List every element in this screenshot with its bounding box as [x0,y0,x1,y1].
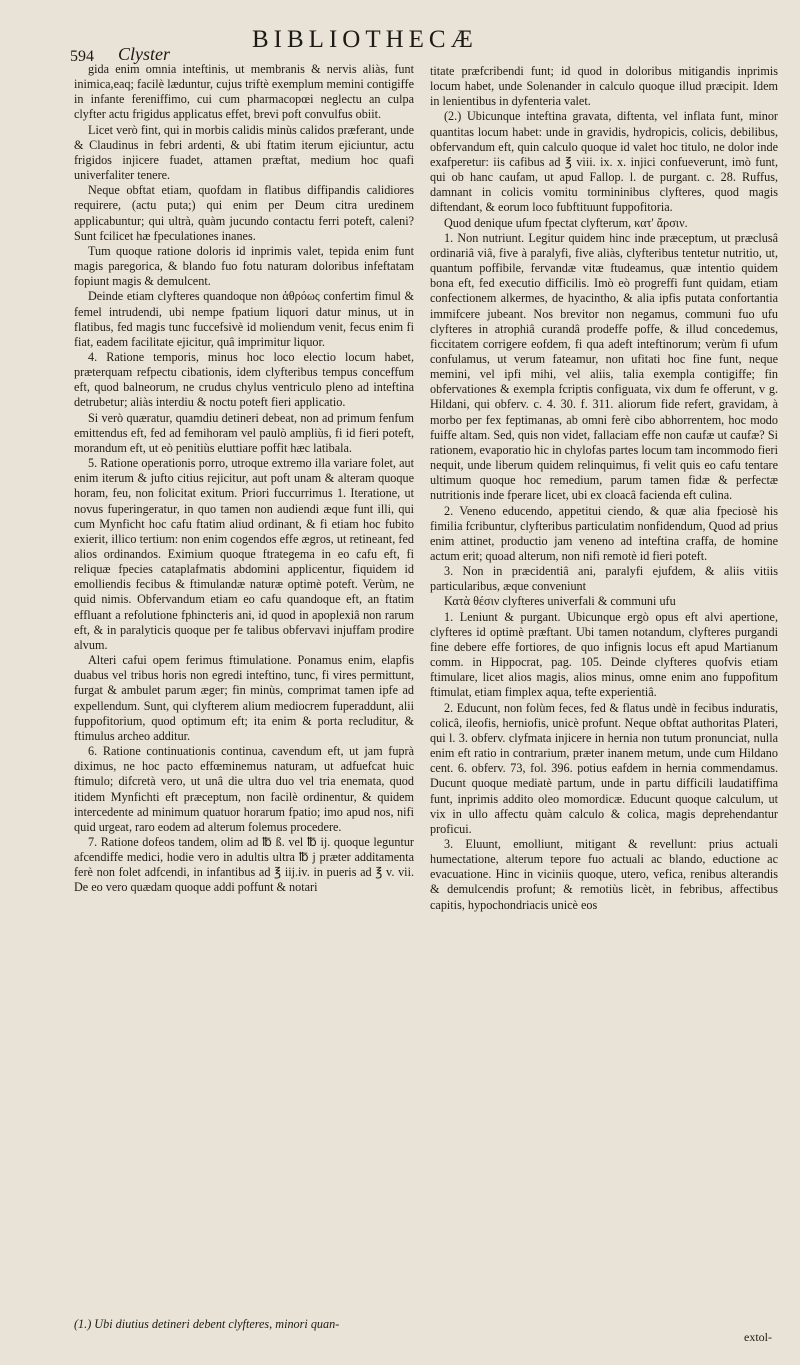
page-number: 594 [70,48,94,65]
paragraph: 1. Non nutriunt. Legitur quidem hinc inde præceptum, ut præclusâ ordinariâ viâ, five à paralyfi, five aliàs, clyfteribus tentetur nutritio, ut, quantum poffibile, fervandæ vitæ ftudeamus, quæ intentio quidem bona eft, fed executio difficilis. Imò eò progreffi funt quidam, etiam confectionem alkermes, de hyacintho, & alia ipfis putata confortantia immifcere jubeant. Nos brevitor non negamus, communi fuo ufu clyfteres in atrophiâ curandâ prodeffe poffe, & illud concedemus, ficcitatem corrigere eofdem, fi qua adeft inteftinorum; verùm fi ufum confulamus, ut verum fateamur, non ufitati hoc fine funt, neque memini, vel ipfi mihi, vel aliis, talia exempla contigiffe; fin obfervationes & exempla fcriptis configuata, vix dum fe offerunt, v g. Hildani, qui obferv. c. 4. 30. f. 311. aliorum fide refert, gravidam, à morbo per fex feptimanas, ab omni ferè cibo abhorrentem, hoc modo fuiffe altam. Sed, quis non videt, fallaciam effe non caufæ ut caufæ? Si rationem, evaporatio hic in chylofas partes locum tam incommodo fieri nequit, unde liberum quidem relinquimus, fi velit quis eo cafu tentare ultimum quoque hoc remedium, parum tamen fidæ & perfectæ nutritionis inde fperare licet, ubi ex cloacâ facienda eft culina. [430,230,778,503]
catchword: extol- [744,1330,772,1344]
paragraph: 4. Ratione temporis, minus hoc loco electio locum habet, præterquam refpectu cibationis, idem clyfteribus tempus conceffum eft, quod balneorum, ne crudus chylus ventriculo pleno ad inteftina detrubetur; aliàs interdiu & noctu poteft fieri applicatio. [74,349,414,410]
paragraph: Alteri cafui opem ferimus ftimulatione. Ponamus enim, elapfis duabus vel tribus horis non egredi inteftino, tunc, fi vires permittunt, furgat & ambulet parum æger; fin minùs, comprimat tamen ipfe ad expellendum. Sunt, qui clyfterem alium mediocrem fuperaddunt, alii fuppofitorium, quod optimum eft; ita enim & porta recluditur, & ftimulus archeo additur. [74,653,414,743]
paragraph: (2.) Ubicunque inteftina gravata, diftenta, vel inflata funt, minor quantitas locum habet: unde in gravidis, hydropicis, colicis, debilibus, obfervandum eft, quin calculo quoque id valet hoc titulo, ne dolor inde exafperetur: iis cafibus ad ℥ viii. ix. x. injici confueverunt, imò funt, qui ob hanc caufam, ut apud Fallop. l. de purgant. c. 28. Ruffus, damnant in colicis vomitu tormininibus clyfteres, quod magis diftendant, & eorum loco fubftituunt fuppofitoria. [430,109,778,215]
running-head [0,0,800,70]
paragraph: Tum quoque ratione doloris id inprimis valet, tepida enim funt magis paregorica, & blando fuo fotu naturam doloribus infeftatam fopiunt magis & demulcent. [74,243,414,289]
running-head-title: BIBLIOTHECÆ [252,26,478,53]
paragraph: gida enim omnia inteftinis, ut membranis & nervis aliàs, funt inimica,eaq; facilè læduntur, cujus triftè exemplum memini contigiffe in infante fereniffimo, cui cum pharmacopœi neglectu an culpa clyfter actu frigidus applicatus effet, brevi poft convulfus obiit. [74,62,414,122]
paragraph: 6. Ratione continuationis continua, cavendum eft, ut jam fuprà diximus, ne hoc pacto effœminemus naturam, ut adfuefcat huic ftimulo; difcretà vero, ut unâ die ultra duo vel tria enemata, quod itidem Mynfichti eft præceptum, non facilè ordinentur, & quidem intercedente ad minimum quatuor horarum fpatio; imo apud nos, nifi quid urgeat, raro eodem ad alterum folemus procedere. [74,744,414,834]
left-column [74,62,414,896]
right-column [430,64,778,913]
paragraph: 3. Eluunt, emolliunt, mitigant & revellunt: prius actuali humectatione, alterum tepore fuo actuali ac blando, eductione ac evacuatione. Hinc in viciniis quoque, utero, vefica, renibus alterandis & demulcendis profunt; & remotiùs licèt, in febribus, affectibus capitis, hypochondriacis unicè eos [430,836,778,912]
paragraph: 1. Leniunt & purgant. Ubicunque ergò opus eft alvi apertione, clyfteres id optimè præftant. Ubi tamen notandum, clyfteres purgandi fine debere effe fortiores, de quo infignis locus eft apud Martianum comm. in Hippocrat, pag. 105. Deinde clyfteres quofvis etiam ftimulare, licet alios magis, alios minus, omne enim ano fuppofitum ftimulat, etiam fimplex aqua, tefte experientiâ. [430,609,778,700]
paragraph: 3. Non in præcidentiâ ani, paralyfi ejufdem, & aliis vitiis particularibus, æque conveniunt [430,564,778,594]
running-head-left: Clyster [118,44,170,64]
paragraph: Neque obftat etiam, quofdam in flatibus diffipandis calidiores requirere, (actu puta;) qui enim per Deum citra uredinem applicabuntur; qui ultrà, quàm jucundo contactu ferri poteft, caleni? Sunt fcilicet hæ fpeculationes inanes. [74,183,414,243]
footnote: (1.) Ubi diutius detineri debent clyfteres, minori quan- [74,1317,340,1331]
paragraph: 2. Veneno educendo, appetitui ciendo, & quæ alia fpeciosè his fimilia fcribuntur, clyfteribus particulatim nonfidendum, Quod ad prius enim attinet, productio jam veneno ad inteftina craffa, de homine actum erit; quoad alterum, non nifi remotè id fieri poteft. [430,503,778,563]
paragraph: Quod denique ufum fpectat clyfterum, κατ' ἄρσιν. [444,215,688,230]
paragraph: 2. Educunt, non folùm feces, fed & flatus undè in fecibus induratis, colicâ, ileofis, herniofis, unicè profunt. Neque obftat authoritas Plateri, qui l. 3. obferv. clyfmata injicere in hernia non tutum pronunciat, nulla enim eft ratio in contrarium, præter inanem metum, unde cum Hildano cent. 6. obferv. 73, fol. 396. potius eafdem in hernia commendamus. Ducunt quoque mediatè partum, unde in partu difficili laudatiffima funt, inprimis addito oleo momordicæ. Educunt quoque calculum, ut vix in ullo affectu quàm calculo & colica, magis deprehendantur proficui. [430,700,778,836]
paragraph: Licet verò fint, qui in morbis calidis minùs calidos præferant, unde & Claudinus in febri ardenti, & ubi ftatim iterum ejiciuntur, actu frigidos injicere fuadet, attamen præftat, medium hoc quafi univerfaliter tenere. [74,122,414,183]
paragraph: 5. Ratione operationis porro, utroque extremo illa variare folet, aut enim iterum & jufto citius rejicitur, aut poft unam & alteram quoque horam, feu, non folicitat exitum. Priori fuccurrimus 1. Iteratione, ut novus fuperingeratur, in quo tamen non audiendi æque funt illi, qui cum Mynficht hoc cafu ftatim aliud ordinant, & fi etiam hoc fubito exierit, illico tertium: non enim cogendos effe ægros, ut retineant, fed alios ordinandos. Eximium quoque ftrategema in eo cafu eft, fi reliquæ fpecies cataplafmatis abdomini applicentur, fiquidem id emolliendis fecibus & ftimulandæ naturæ optimè poteft. Verùm, ne quid nimis. Obfervandum etiam eo cafu quandoque eft, an ftatim effluant a refolutione fphincteris ani, id quod in apoplexiâ non rarum eft, & in paralyticis quoque per fe talibus obfervavi injuffam prodire alvum. [74,456,414,652]
paragraph: titate præfcribendi funt; id quod in doloribus mitigandis inprimis locum habet, unde Solenander in calculo quoque illud præcipit. Idem in lenientibus in dyfenteria valet. [430,64,778,109]
paragraph: Deinde etiam clyfteres quandoque non ἀθρόως confertim fimul & femel intrudendi, ubi nempe fpatium liquori datur minus, ut in flatibus, fed magis tunc fuccefsivè id moliendum venit, fecus enim fi fiat, eadem facilitate ejicitur, quâ imprimitur liquor. [74,289,414,349]
paragraph: 7. Ratione dofeos tandem, olim ad ℔ ß. vel ℔ ij. quoque leguntur afcendiffe medici, hodie vero in adultis ultra ℔ j præter additamenta ferè non folet adfcendi, in infantibus ad ℥ iij.iv. in pueris ad ℥ v. vii. De eo vero quædam quoque addi poffunt & notari [74,834,414,895]
paragraph: Κατὰ θέσιν clyfteres univerfali & communi ufu [444,594,676,609]
paragraph: Si verò quæratur, quamdiu detineri debeat, non ad primum fenfum emittendus eft, fed ad femihoram vel paulò ampliùs, fi id fieri poteft, morandum eft, ut eò penitiùs eluttiare poffit hæc latibala. [74,410,414,455]
